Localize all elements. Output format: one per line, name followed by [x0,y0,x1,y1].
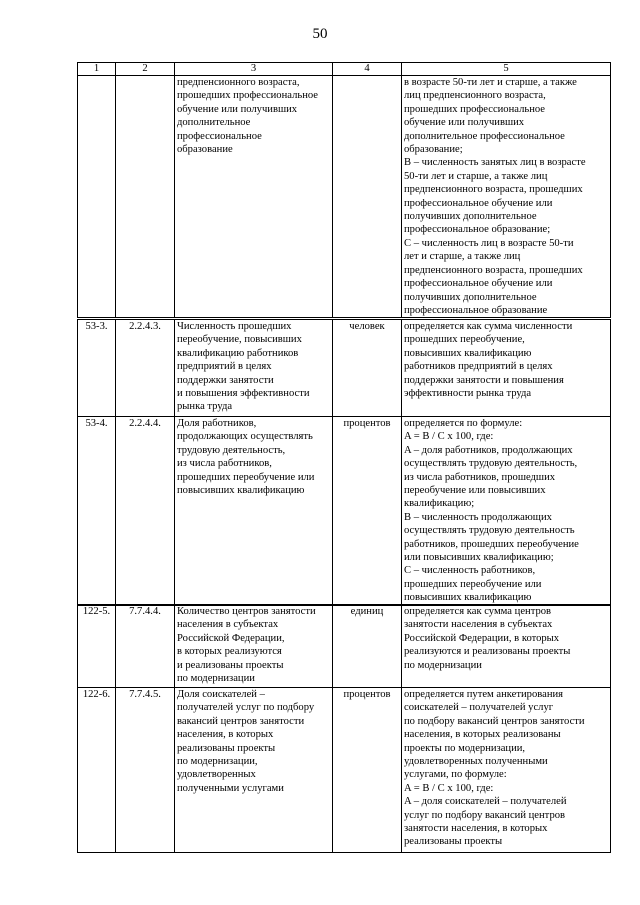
page-number: 50 [312,26,328,42]
column-number-header-row [78,63,611,76]
unit-cell: процентов [333,417,402,606]
column-number-cell: 1 [78,63,116,76]
indicators-table-part-2 [77,319,611,606]
indicators-table-part-3 [77,604,611,853]
row-code-cell: 2.2.4.3. [116,320,175,417]
unit-cell: процентов [333,688,402,853]
calculation-method-cell: в возрасте 50-ти лет и старше, а также лиц предпенсионного возраста, прошедших профессиональное обучение или получивших дополнительное профессиональное образование; B – численность занятых лиц в возрасте 50-ти лет и старше, а также лиц предпенсионного возраста, прошедших профессиональное обучение или получивших дополнительное профессиональное образование; C – численность лиц в возрасте 50-ти лет и старше, а также лиц предпенсионного возраста, прошедших профессиональное обучение или получивших дополнительное профессиональное образование [402,76,611,318]
row-number-cell: 53-4. [78,417,116,606]
row-number-cell [78,76,116,318]
table-row [78,605,611,688]
unit-cell [333,76,402,318]
indicator-name-cell: предпенсионного возраста, прошедших профессиональное обучение или получивших дополнительное профессиональное образование [175,76,333,318]
row-number-cell: 122-6. [78,688,116,853]
row-code-cell: 7.7.4.5. [116,688,175,853]
row-number-cell: 122-5. [78,605,116,688]
table-row [78,76,611,318]
row-code-cell [116,76,175,318]
unit-cell: единиц [333,605,402,688]
table-row [78,688,611,853]
indicator-name-cell: Доля соискателей – получателей услуг по подбору вакансий центров занятости населения, в которых реализованы проекты по модернизации, удовлетворенных полученными услугами [175,688,333,853]
column-number-cell: 5 [402,63,611,76]
calculation-method-cell: определяется как сумма центров занятости населения в субъектах Российской Федерации, в которых реализуются и реализованы проекты по модернизации [402,605,611,688]
indicator-name-cell: Доля работников, продолжающих осуществлять трудовую деятельность, из числа работников, прошедших переобучение или повысивших квалификацию [175,417,333,606]
calculation-method-cell: определяется по формуле: A = B / C x 100, где: A – доля работников, продолжающих осуществлять трудовую деятельность, из числа работников, прошедших переобучение или повысивших квалификацию; B – численность продолжающих осуществлять трудовую деятельность работников, прошедших переобучение или повысивших квалификацию; C – численность работников, прошедших переобучение или повысивших квалификацию [402,417,611,606]
table-row [78,320,611,417]
column-number-cell: 4 [333,63,402,76]
table-row [78,417,611,606]
calculation-method-cell: определяется как сумма численности прошедших переобучение, повысивших квалификацию работников предприятий в целях поддержки занятости и повышения эффективности рынка труда [402,320,611,417]
row-code-cell: 7.7.4.4. [116,605,175,688]
unit-cell: человек [333,320,402,417]
row-number-cell: 53-3. [78,320,116,417]
row-code-cell: 2.2.4.4. [116,417,175,606]
column-number-cell: 3 [175,63,333,76]
indicator-name-cell: Численность прошедших переобучение, повысивших квалификацию работников предприятий в целях поддержки занятости и повышения эффективности рынка труда [175,320,333,417]
calculation-method-cell: определяется путем анкетирования соискателей – получателей услуг по подбору вакансий центров занятости населения, в которых реализованы проекты по модернизации, удовлетворенных полученными услугами, по формуле: A = B / C x 100, где: A – доля соискателей – получателей услуг по подбору вакансий центров занятости населения, в которых реализованы проекты [402,688,611,853]
indicator-name-cell: Количество центров занятости населения в субъектах Российской Федерации, в которых реализуются и реализованы проекты по модернизации [175,605,333,688]
column-number-cell: 2 [116,63,175,76]
indicators-table-part-1 [77,62,611,318]
